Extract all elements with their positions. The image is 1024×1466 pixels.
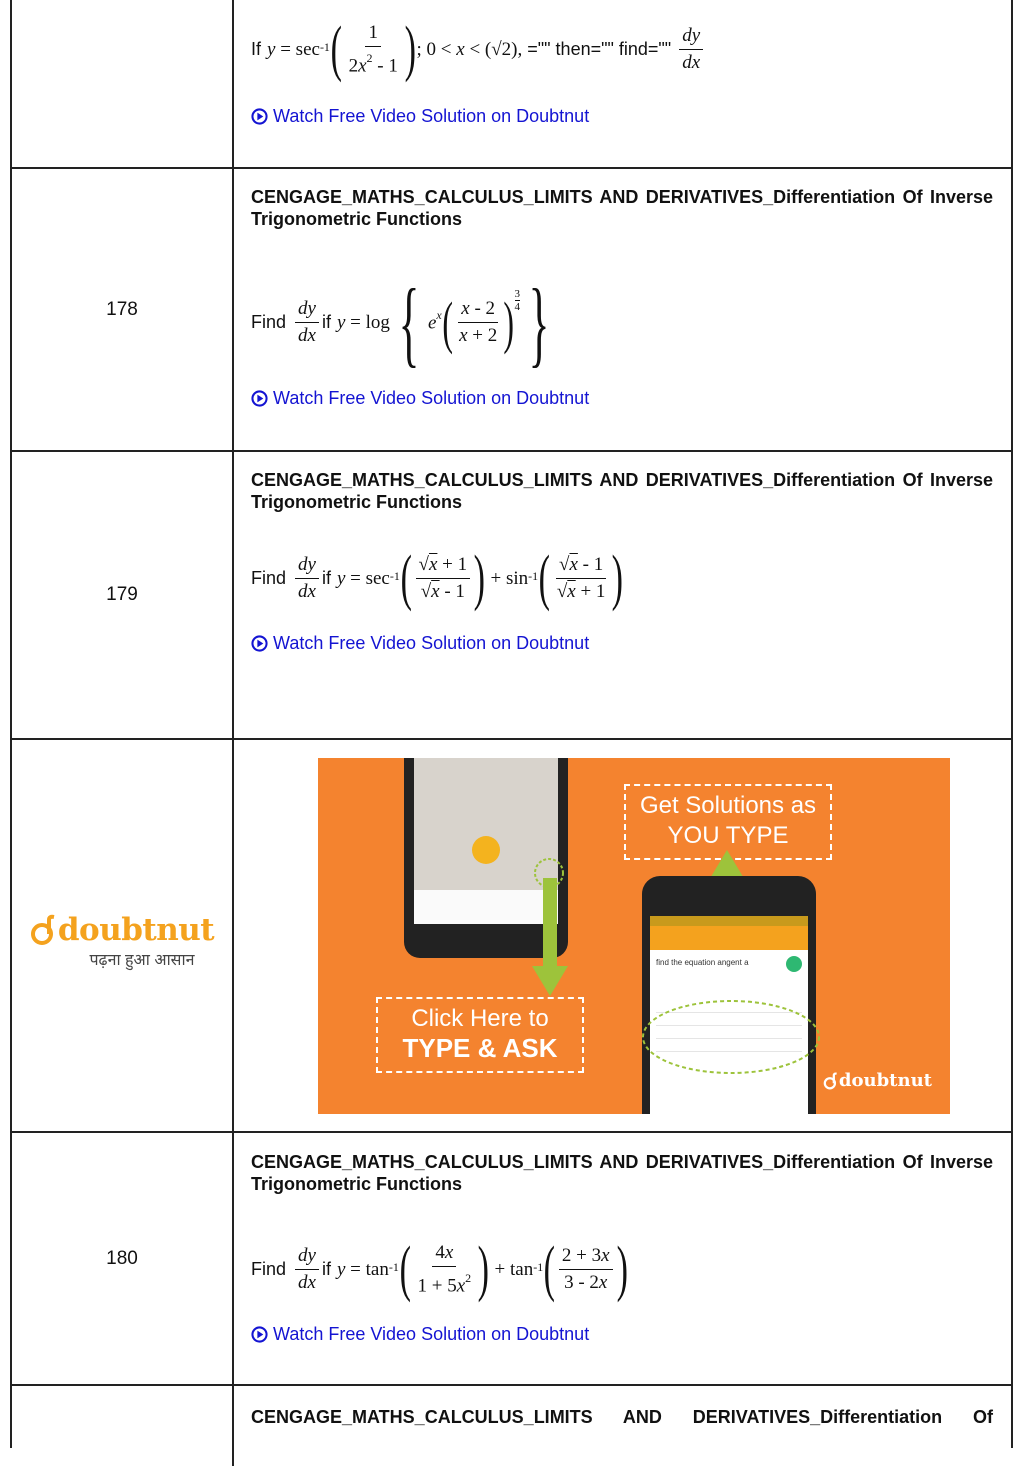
row-number: 180 <box>12 1133 234 1384</box>
question-mid: if <box>321 1259 331 1279</box>
send-icon[interactable] <box>786 956 802 972</box>
row-number <box>12 0 234 167</box>
question-text: Find $\frac{dy}{dx}$ if y = sec -1 ( $\frac{√x + 1}{√x - 1}$ ) + sin -1 ( $\frac{√x - 1}{√x + 1}$ ) <box>251 544 624 612</box>
question-mid: if <box>321 568 331 588</box>
camera-shutter-icon <box>472 836 500 864</box>
watch-video-link[interactable] <box>251 388 589 409</box>
play-icon <box>251 390 268 407</box>
question-heading: CENGAGE_MATHS_CALCULUS_LIMITS AND DERIVATIVES_Differentiation Of Inverse Trigonometric Functions <box>251 1152 993 1194</box>
question-prefix: Find <box>251 568 287 588</box>
banner-brand <box>823 1070 932 1091</box>
phone-right-status-bar <box>650 916 808 926</box>
doubtnut-logo-icon <box>30 914 58 946</box>
question-prefix: Find <box>251 312 287 332</box>
question-prefix: If <box>251 39 262 59</box>
watch-link-label: Watch Free Video Solution on Doubtnut <box>273 633 590 653</box>
logo-wordmark: doubtnut <box>57 912 215 948</box>
logo-tagline: पढ़ना हुआ आसान <box>89 952 195 969</box>
watch-link-label: Watch Free Video Solution on Doubtnut <box>273 106 590 126</box>
watch-link-label: Watch Free Video Solution on Doubtnut <box>273 388 590 408</box>
question-text: If y = sec -1 ( $\frac{1}{2x^2 - 1}$ ) ; 0 < x < (√2), ="" then="" find="" $\frac{dy}{dx}$ <box>251 14 706 85</box>
question-text: Find $\frac{dy}{dx}$ if y = tan -1 ( $\frac{4x}{1 + 5x^2}$ ) + tan -1 ( $\frac{2 + 3x}{3 - 2x}$ ) <box>251 1235 628 1303</box>
doubtnut-logo <box>12 912 232 970</box>
highlight-ellipse-icon <box>640 996 822 1078</box>
you-type-text: YOU TYPE <box>667 822 789 849</box>
table-row <box>12 0 1011 169</box>
questions-table <box>10 0 1013 1448</box>
search-query: find the equation angent a <box>656 958 749 967</box>
logo-cell <box>12 740 234 1131</box>
question-mid: if <box>321 312 331 332</box>
row-content <box>251 452 993 738</box>
watch-video-link[interactable] <box>251 106 589 127</box>
watch-video-link[interactable] <box>251 633 589 654</box>
table-row <box>12 1386 1011 1466</box>
row-content <box>251 1133 993 1384</box>
get-solutions-text: Get Solutions as <box>639 792 817 819</box>
watch-video-link[interactable] <box>251 1324 589 1345</box>
row-content <box>251 740 993 1131</box>
play-icon <box>251 108 268 125</box>
row-content <box>251 1386 993 1466</box>
play-icon <box>251 635 268 652</box>
get-solutions-box <box>624 784 832 860</box>
type-ask-text: TYPE & ASK <box>402 1033 558 1063</box>
row-content <box>251 0 993 167</box>
ad-row <box>12 740 1011 1133</box>
row-number <box>12 1386 234 1466</box>
table-row <box>12 452 1011 740</box>
play-icon <box>251 1326 268 1343</box>
doubtnut-logo-icon <box>823 1072 839 1090</box>
question-heading: CENGAGE_MATHS_CALCULUS_LIMITS AND DERIVATIVES_Differentiation Of Inverse Trigonometric Functions <box>251 187 993 229</box>
banner-brand-text: doubtnut <box>838 1070 932 1091</box>
phone-right <box>642 876 816 1114</box>
question-heading: CENGAGE_MATHS_CALCULUS_LIMITS AND DERIVATIVES_Differentiation Of <box>251 1407 993 1427</box>
click-here-box[interactable] <box>376 997 584 1073</box>
type-and-ask-banner[interactable] <box>318 758 950 1114</box>
arrow-down-icon <box>532 878 568 996</box>
table-row <box>12 169 1011 452</box>
question-heading: CENGAGE_MATHS_CALCULUS_LIMITS AND DERIVATIVES_Differentiation Of Inverse Trigonometric Functions <box>251 470 993 512</box>
table-row <box>12 1133 1011 1386</box>
row-content <box>251 169 993 450</box>
question-text: Find $\frac{dy}{dx}$ if y = log { $e^x$ ( $\frac{x - 2}{x + 2}$ ) 3 4 } <box>251 269 550 376</box>
row-number: 178 <box>12 169 234 450</box>
search-circle-icon <box>532 856 566 890</box>
watch-link-label: Watch Free Video Solution on Doubtnut <box>273 1324 590 1344</box>
question-prefix: Find <box>251 1259 287 1279</box>
phone-right-app-bar <box>650 926 808 950</box>
row-number: 179 <box>12 452 234 738</box>
click-here-text: Click Here to <box>411 1005 549 1032</box>
